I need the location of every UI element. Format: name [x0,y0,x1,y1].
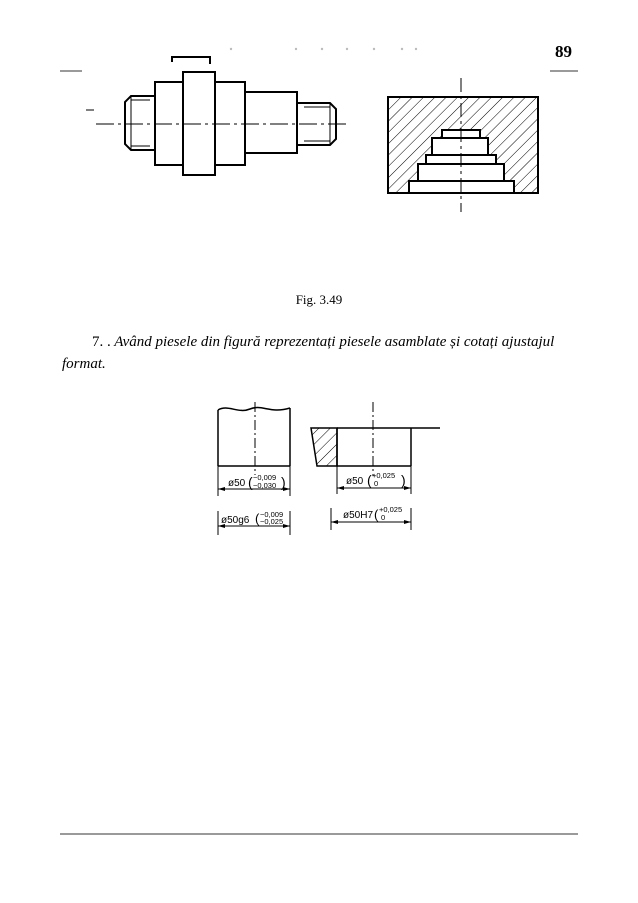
hole-lower-dev: 0 [374,479,379,488]
svg-text:): ) [401,472,406,488]
hole-fit-lower: 0 [381,513,386,522]
shaft-fit-lower: −0,025 [260,517,284,526]
exercise-number: 7. . [92,334,111,350]
shaft-dimension-text [221,473,286,526]
svg-text:(: ( [367,472,372,488]
shaft-fit-prefix: ø50g6 [221,515,250,526]
svg-text:(: ( [374,507,379,522]
shaft-fit-upper: −0,009 [260,510,284,519]
svg-text:): ) [281,474,286,490]
shaft-dim-prefix: ø50 [228,478,246,489]
hole-dim-prefix: ø50 [346,476,364,487]
exercise-text [62,331,582,375]
hole-fit-upper: +0,025 [379,505,403,514]
stepped-shaft-drawing [125,57,336,175]
svg-text:(: ( [255,511,260,526]
header-faint-marks [230,48,417,50]
exercise-body: Având piesele din figură reprezentați piesele asamblate și cotați ajustajul format. [62,334,555,372]
hatched-block-drawing [388,78,538,212]
shaft-upper-dev: −0,009 [253,473,277,482]
svg-text:(: ( [248,474,253,490]
hole-dimension-text [343,471,406,522]
figure-caption: Fig. 3.49 [295,292,343,307]
page-number: 89 [555,42,572,61]
hole-upper-dev: +0,025 [372,471,396,480]
footer-rule [60,833,578,835]
shaft-lower-dev: −0,030 [253,481,277,490]
hole-fit-prefix: ø50H7 [343,510,374,521]
